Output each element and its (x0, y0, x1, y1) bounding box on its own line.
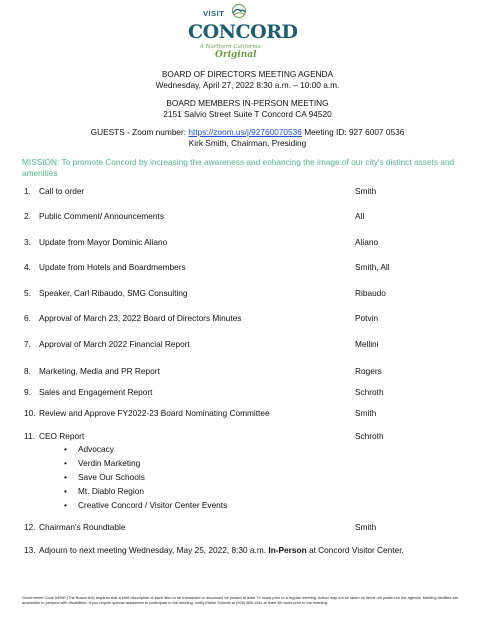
adjourn-in-person: In-Person (268, 545, 307, 555)
agenda-presenter: Smith (355, 408, 377, 418)
agenda-presenter: Schroth (355, 431, 384, 441)
guests-zoom-line (0, 127, 495, 138)
agenda-presenter: Ribaudo (355, 288, 386, 298)
agenda-item-number: 11. (24, 431, 35, 441)
zoom-meeting-id: Meeting ID: 927 6007 0536 (301, 127, 405, 137)
logo-tagline-original: Original (215, 50, 257, 60)
hills-logo-icon (230, 4, 248, 18)
agenda-presenter: Potvin (355, 313, 379, 323)
agenda-item-number: 4. (24, 262, 31, 272)
adjourn-text-part1: Adjourn to next meeting Wednesday, May 25, 2022, 8:30 a.m. (39, 545, 269, 555)
ceo-subitem: • Save Our Schools (78, 472, 145, 483)
chair-presiding: Kirk Smith, Chairman, Presiding (188, 138, 307, 148)
agenda-item (24, 262, 186, 273)
agenda-presenter: Aliano (355, 237, 379, 247)
agenda-item-number: 13. (24, 545, 36, 555)
agenda-presenter: Mellini (355, 339, 379, 349)
agenda-item (24, 339, 190, 350)
meeting-date: Wednesday, April 27, 2022 8:30 a.m. – 10:00 a.m. (155, 80, 340, 90)
ceo-subitem: • Advocacy (78, 444, 114, 455)
ceo-subitem: • Creative Concord / Visitor Center Events (78, 500, 227, 511)
agenda-presenter: Smith (355, 186, 377, 196)
agenda-presenter: Smith, All (355, 262, 390, 272)
agenda-item (24, 366, 160, 377)
agenda-item (24, 387, 152, 398)
agenda-item-text: Public Comment/ Announcements (39, 211, 164, 221)
agenda-item-number: 3. (24, 237, 31, 247)
agenda-presenter: All (355, 211, 365, 221)
agenda-presenter: Schroth (355, 387, 384, 397)
adjourn-text (39, 545, 474, 557)
agenda-item-text: Update from Mayor Dominic Aliano (39, 237, 168, 247)
agenda-item-number: 9. (24, 387, 31, 397)
agenda-item-text: Approval of March 23, 2022 Board of Directors Minutes (39, 313, 242, 323)
ceo-subitem: • Verdin Marketing (78, 458, 140, 469)
logo-tagline: A Northern California (200, 44, 261, 50)
agenda-item-number: 1. (24, 186, 31, 196)
adjourn-text-part2: at Concord Visitor Center. (306, 545, 404, 555)
agenda-item-number: 6. (24, 313, 31, 323)
agenda-item (24, 313, 241, 324)
agenda-item-text: Chairman's Roundtable (39, 522, 126, 532)
agenda-item-text: Review and Approve FY2022-23 Board Nominating Committee (39, 408, 270, 418)
agenda-item-number: 5. (24, 288, 31, 298)
agenda-item (24, 186, 84, 197)
agenda-item-text: Speaker, Carl Ribaudo, SMG Consulting (39, 288, 188, 298)
agenda-item-text: CEO Report (39, 431, 85, 441)
agenda-item-number: 2. (24, 211, 31, 221)
agenda-item-adjourn (24, 545, 474, 557)
logo-visit-text: VISIT (203, 9, 225, 18)
agenda-title: BOARD OF DIRECTORS MEETING AGENDA (161, 69, 334, 79)
agenda-item (24, 522, 125, 533)
agenda-item-number: 8. (24, 366, 31, 376)
meeting-type: BOARD MEMBERS IN-PERSON MEETING (166, 98, 329, 108)
agenda-item-text: Marketing, Media and PR Report (39, 366, 160, 376)
agenda-item (24, 211, 164, 222)
agenda-item (24, 288, 188, 299)
agenda-item-text: Update from Hotels and Boardmembers (39, 262, 186, 272)
agenda-presenter: Smith (355, 522, 377, 532)
zoom-link[interactable]: https://zoom.us/j/92760070536 (188, 127, 302, 137)
agenda-item-text: Sales and Engagement Report (39, 387, 153, 397)
agenda-item (24, 408, 270, 419)
agenda-item-text: Call to order (39, 186, 85, 196)
agenda-item-number: 7. (24, 339, 31, 349)
agenda-item-number: 12. (24, 522, 36, 532)
mission-statement: MISSION: To promote Concord by increasing the awareness and enhancing the image of our city's distinct assets and amenities (22, 157, 455, 178)
agenda-item (24, 431, 84, 442)
agenda-item (24, 237, 167, 248)
agenda-item-text: Approval of March 2022 Financial Report (39, 339, 190, 349)
guests-label: GUESTS - Zoom number: (90, 127, 189, 137)
brown-act-footer: Government Code 54950 (The Brown Act) requires that a brief description of each item to be transacted or discussed be posted at least 72 hours prior to a regular meeting. Action may not be taken on items not posted on the agenda. Meeting facilities are accessible to persons with disabilities. If you require special assistance to participate in the meeting, notify Elaine Schroth at (925) 685-1181 at least 48 hours prior to the meeting. (22, 595, 459, 605)
ceo-subitem: • Mt. Diablo Region (78, 486, 144, 497)
visit-concord-logo (185, 4, 298, 64)
agenda-item-number: 10. (24, 408, 36, 418)
logo-name-text: CONCORD (188, 21, 298, 43)
agenda-presenter: Rogers (355, 366, 382, 376)
meeting-address: 2151 Salvio Street Suite T Concord CA 94520 (163, 109, 332, 119)
